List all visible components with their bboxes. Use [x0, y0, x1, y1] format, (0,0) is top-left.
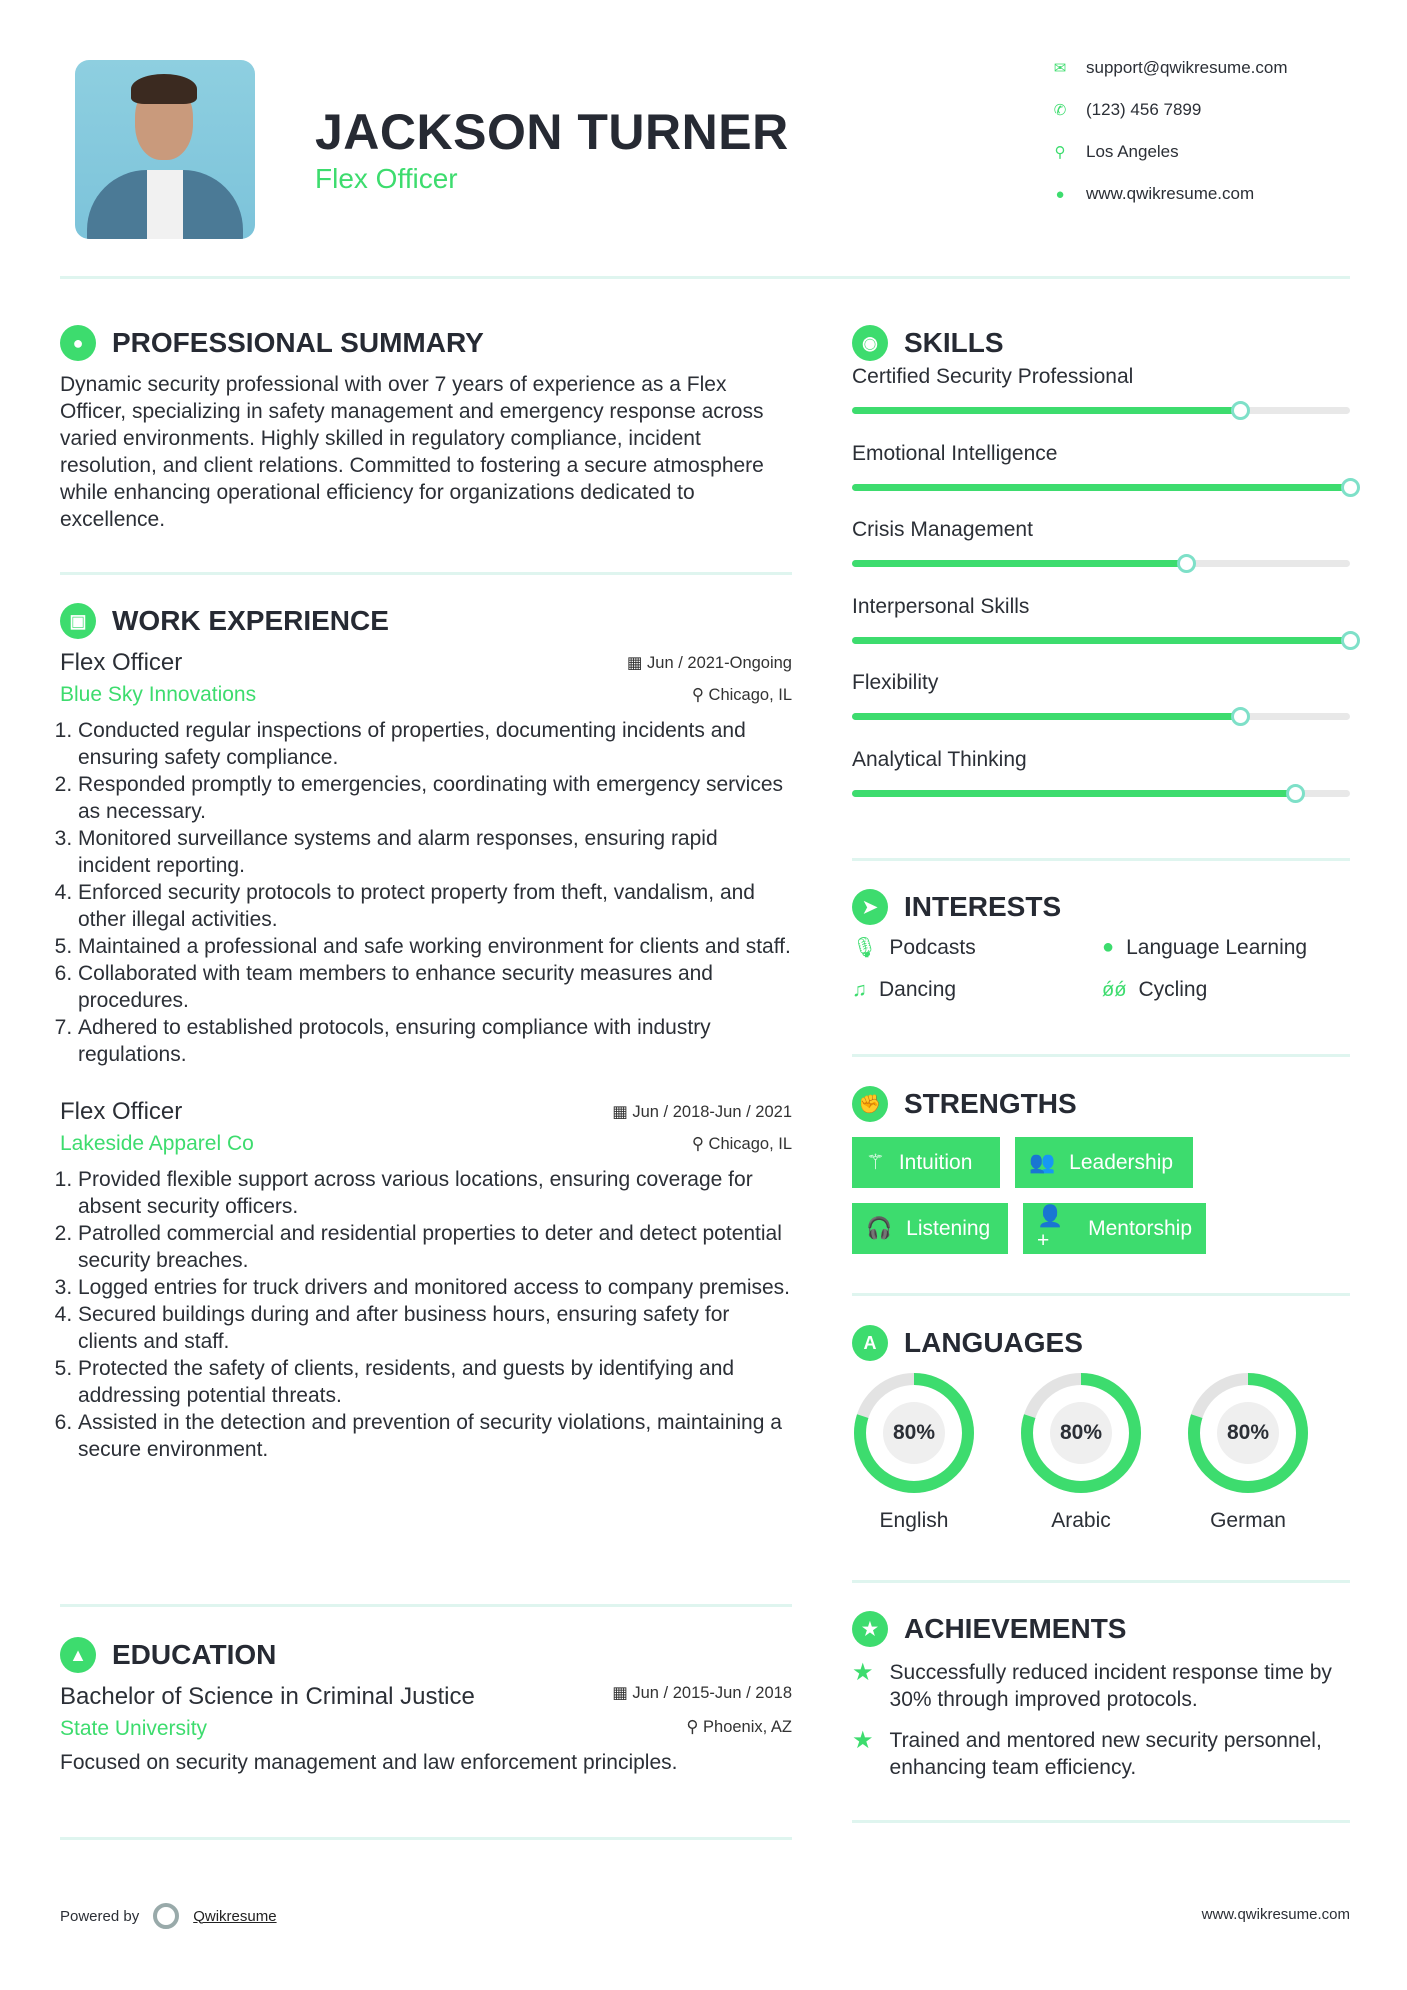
date-text: Jun / 2021-Ongoing [647, 654, 792, 672]
summary-text: Dynamic security professional with over 7 years of experience as a Flex Officer, specializing in safety management and emergency response across varied environments. Highly skilled in regulatory compliance, incident resolution, and client relations. Committed to fostering a secure atmosphere while enhancing operational efficiency for organizations dedicated to excellence. [60, 373, 764, 531]
strength-label: Intuition [898, 1150, 973, 1174]
job-date [612, 1102, 792, 1122]
strengths-section [852, 1086, 1350, 1254]
contact-text: Los Angeles [1086, 142, 1179, 161]
skill-bar-knob [1341, 478, 1360, 497]
strength-tag [852, 1203, 1008, 1254]
skill-label: Interpersonal Skills [852, 594, 1030, 618]
skill-bar-fill [852, 407, 1240, 414]
job-bullet: 6. Assisted in the detection and prevention of security violations, maintaining a secure environment. [78, 1409, 792, 1463]
language-label: English [879, 1509, 949, 1532]
user-icon: ● [60, 325, 96, 361]
skill-bar-fill [852, 637, 1350, 644]
star-badge-icon: ★ [852, 1611, 888, 1647]
date-text: Jun / 2015-Jun / 2018 [632, 1684, 792, 1702]
achievement-item [852, 1659, 1350, 1713]
job-bullet: 2. Patrolled commercial and residential properties to deter and detect potential security breaches. [78, 1220, 792, 1274]
section-heading: STRENGTHS [904, 1088, 1077, 1119]
language-label: German [1210, 1509, 1286, 1532]
job-title: Flex Officer [60, 1098, 183, 1125]
contact-text: (123) 456 7899 [1086, 100, 1202, 119]
education-date: ▦ Jun / 2015-Jun / 2018 [612, 1684, 792, 1702]
language-item [1186, 1371, 1310, 1533]
job-bullet: 7. Adhered to established protocols, ensuring compliance with industry regulations. [78, 1014, 792, 1068]
skill-item [852, 748, 1350, 825]
contact-location [1052, 142, 1179, 162]
achievement-item [852, 1727, 1350, 1781]
divider [852, 1580, 1350, 1583]
education-location: ⚲ Phoenix, AZ [686, 1718, 792, 1736]
job-date [627, 653, 792, 673]
section-heading: PROFESSIONAL SUMMARY [112, 327, 484, 358]
contact-email[interactable] [1052, 58, 1288, 78]
calendar-icon: ▦ [626, 654, 643, 672]
calendar-icon: ▦ [612, 1103, 628, 1121]
divider [852, 1820, 1350, 1823]
strength-label: Mentorship [1088, 1216, 1192, 1240]
section-heading: EDUCATION [112, 1639, 277, 1670]
job-bullets [60, 717, 792, 1068]
company-name: Blue Sky Innovations [60, 683, 257, 706]
work-section [60, 603, 792, 1463]
skill-item [852, 518, 1350, 595]
skill-bar-fill [852, 484, 1350, 491]
skills-section [852, 325, 1350, 825]
job-bullet: 1. Conducted regular inspections of properties, documenting incidents and ensuring safety compliance. [78, 717, 792, 771]
section-heading: WORK EXPERIENCE [112, 605, 389, 636]
strength-tag [1015, 1137, 1193, 1188]
star-icon: ★ [852, 1659, 874, 1686]
skill-bar [852, 790, 1350, 797]
footer-url[interactable]: www.qwikresume.com [1201, 1906, 1350, 1923]
job-bullet: 5. Maintained a professional and safe working environment for clients and staff. [78, 933, 792, 960]
fist-icon: ✊ [852, 1086, 888, 1122]
skill-bar-knob [1286, 784, 1305, 803]
paper-plane-icon: ➤ [852, 889, 888, 925]
summary-section [60, 325, 792, 533]
strength-tag [1023, 1203, 1206, 1254]
divider [60, 1837, 792, 1840]
lightbulb-icon: ◉ [852, 325, 888, 361]
star-icon: ★ [852, 1727, 874, 1754]
strength-label: Leadership [1069, 1150, 1174, 1174]
interest-label: Dancing [879, 978, 957, 1001]
interest-label: Language Learning [1126, 935, 1308, 959]
date-text: Jun / 2018-Jun / 2021 [632, 1103, 792, 1121]
skill-item [852, 671, 1350, 748]
section-heading: SKILLS [904, 327, 1004, 358]
skill-label: Crisis Management [852, 518, 1033, 542]
languages-section [852, 1325, 1350, 1533]
divider [60, 276, 1350, 279]
education-description: Focused on security management and law enforcement principles. [60, 1751, 678, 1774]
powered-by-text: Powered by [60, 1907, 140, 1925]
qwikresume-logo-icon [153, 1903, 179, 1929]
language-item [852, 1371, 976, 1533]
language-percent: 80% [892, 1421, 936, 1444]
job-bullet: 3. Monitored surveillance systems and alarm responses, ensuring rapid incident reporting. [78, 825, 792, 879]
skill-bar [852, 484, 1350, 491]
interest-label: Cycling [1138, 978, 1208, 1001]
section-heading: INTERESTS [904, 891, 1062, 922]
microphone-icon: 🎙 [852, 937, 878, 959]
contact-text: support@qwikresume.com [1086, 58, 1288, 77]
language-item [1019, 1371, 1143, 1533]
job-bullet: 4. Enforced security protocols to protect property from theft, vandalism, and other illegal activities. [78, 879, 792, 933]
company-name: Lakeside Apparel Co [60, 1132, 254, 1155]
skill-bar-fill [852, 790, 1295, 797]
skill-label: Analytical Thinking [852, 747, 1027, 771]
job-bullet: 3. Logged entries for truck drivers and monitored access to company premises. [78, 1274, 792, 1301]
skill-bar-fill [852, 713, 1240, 720]
job-bullet: 6. Collaborated with team members to enhance security measures and procedures. [78, 960, 792, 1014]
skill-bar-knob [1341, 631, 1360, 650]
pin-icon: ⚲ [691, 1135, 704, 1153]
skill-label: Certified Security Professional [852, 365, 1134, 388]
divider [852, 858, 1350, 861]
interest-label: Podcasts [889, 935, 976, 959]
phone-icon: ✆ [1053, 102, 1067, 119]
job-bullets [60, 1166, 792, 1463]
location-text: Phoenix, AZ [703, 1718, 792, 1736]
strength-tag [852, 1137, 1000, 1188]
job-bullet: 2. Responded promptly to emergencies, coordinating with emergency services as necessary. [78, 771, 792, 825]
contact-phone [1052, 100, 1201, 120]
pin-icon: ⚲ [691, 686, 704, 704]
skill-bar [852, 713, 1350, 720]
interest-item [852, 935, 1102, 960]
job-entry [60, 1098, 792, 1463]
skill-item [852, 442, 1350, 519]
achievement-text: Successfully reduced incident response time by 30% through improved protocols. [889, 1661, 1332, 1711]
job-entry [60, 649, 792, 1068]
language-label: Arabic [1051, 1509, 1111, 1532]
interest-item [1102, 978, 1350, 1002]
job-bullet: 1. Provided flexible support across various locations, ensuring coverage for absent security officers. [78, 1166, 792, 1220]
job-bullet: 4. Secured buildings during and after business hours, ensuring safety for clients and staff. [78, 1301, 792, 1355]
globe-icon: ● [1102, 936, 1115, 958]
job-bullet: 5. Protected the safety of clients, residents, and guests by identifying and addressing potential threats. [78, 1355, 792, 1409]
section-heading: ACHIEVEMENTS [904, 1613, 1127, 1644]
divider [60, 572, 792, 575]
users-icon: 👥 [1029, 1150, 1056, 1174]
skill-item [852, 365, 1350, 442]
divider [852, 1054, 1350, 1057]
map-pin-icon: ⚲ [1054, 144, 1066, 161]
briefcase-icon: ▣ [60, 603, 96, 639]
skill-bar-knob [1231, 707, 1250, 726]
skill-label: Emotional Intelligence [852, 441, 1058, 465]
section-heading: LANGUAGES [904, 1327, 1083, 1358]
language-percent: 80% [1059, 1421, 1103, 1444]
skill-bar-knob [1231, 401, 1250, 420]
skill-bar-knob [1177, 554, 1196, 573]
achievement-text: Trained and mentored new security personnel, enhancing team efficiency. [889, 1729, 1322, 1779]
skill-bar-fill [852, 560, 1186, 567]
divider [60, 1604, 792, 1607]
footer-powered [60, 1903, 277, 1929]
divider [852, 1293, 1350, 1296]
graduation-icon: ▲ [60, 1637, 96, 1673]
job-location [692, 1134, 792, 1154]
location-text: Chicago, IL [708, 686, 792, 704]
music-icon: ♫ [852, 978, 867, 1001]
job-location [692, 685, 792, 705]
magic-wand-icon: ⚚ [866, 1151, 885, 1174]
interest-item [1102, 935, 1350, 960]
skill-bar [852, 637, 1350, 644]
skill-label: Flexibility [852, 671, 939, 695]
user-plus-icon: 👤+ [1037, 1204, 1064, 1252]
candidate-name: JACKSON TURNER [315, 104, 789, 160]
achievements-section [852, 1611, 1350, 1781]
language-percent: 80% [1226, 1421, 1270, 1444]
location-text: Chicago, IL [708, 1135, 792, 1153]
envelope-icon: ✉ [1053, 60, 1067, 77]
globe-icon: ● [1055, 185, 1065, 203]
school: State University [60, 1717, 208, 1740]
education-section [60, 1637, 792, 1776]
interests-section [852, 889, 1350, 1002]
contact-website[interactable] [1052, 184, 1254, 204]
skill-bar [852, 407, 1350, 414]
bicycle-icon: ǿǿ [1102, 978, 1127, 1001]
headphones-icon: 🎧 [866, 1216, 893, 1240]
brand-link[interactable]: Qwikresume [193, 1907, 277, 1925]
language-icon: A [852, 1325, 888, 1361]
skill-item [852, 595, 1350, 672]
job-title: Flex Officer [60, 649, 183, 676]
candidate-title: Flex Officer [315, 163, 458, 194]
profile-photo [75, 60, 255, 239]
interest-item [852, 978, 1102, 1002]
contact-text: www.qwikresume.com [1086, 184, 1255, 203]
skill-bar [852, 560, 1350, 567]
strength-label: Listening [906, 1216, 991, 1240]
degree: Bachelor of Science in Criminal Justice [60, 1683, 475, 1710]
